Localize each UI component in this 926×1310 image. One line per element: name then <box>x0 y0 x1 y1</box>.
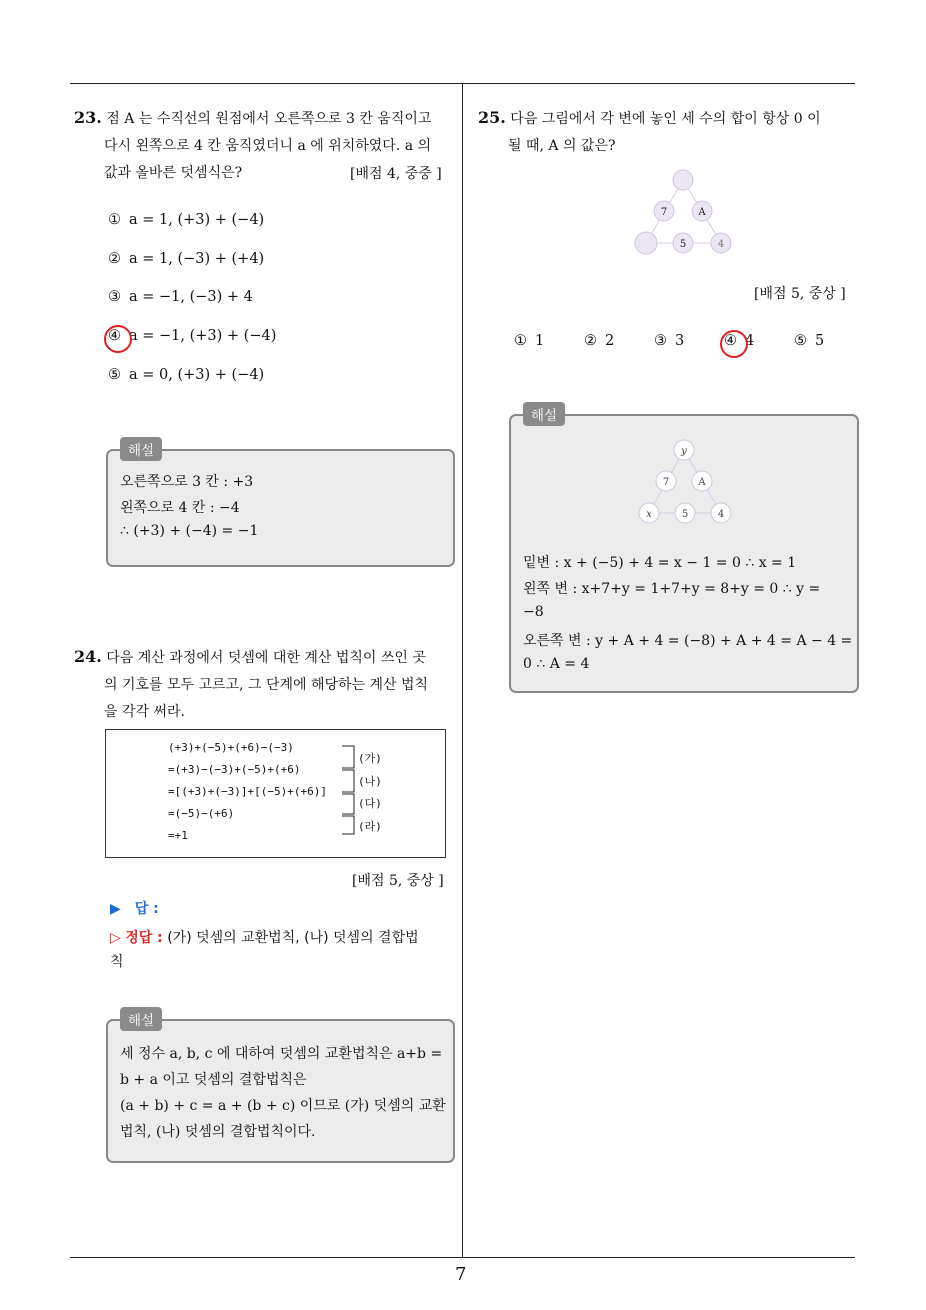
choice-number: ④ <box>108 328 121 344</box>
fig-label-A: A <box>698 207 706 218</box>
calc-line-2: =(+3)−(−3)+(−5)+(+6) <box>168 763 301 776</box>
answer-label: 답 : <box>134 901 159 917</box>
fig2-label-x: x <box>646 509 652 520</box>
fig2-label-y: y <box>681 446 687 457</box>
question-23-line-1: 점 A 는 수직선의 원점에서 오른쪽으로 3 칸 움직이고 <box>106 111 432 127</box>
choice-text: 4 <box>745 333 755 349</box>
q23-answer-mark-icon <box>104 325 132 353</box>
q25-choice-3[interactable] <box>654 333 684 349</box>
page-number: 7 <box>455 1264 467 1285</box>
q24-explanation-tag: 해설 <box>120 1007 162 1031</box>
question-24-line-1: 다음 계산 과정에서 덧셈에 대한 계산 법칙이 쓰인 곳 <box>106 650 426 666</box>
q24-correct-answer <box>110 926 458 974</box>
question-24-number: 24. <box>74 647 102 666</box>
question-25-line-2: 될 때, A 의 값은? <box>508 138 616 154</box>
answer-arrow-icon: ▶ <box>110 901 121 917</box>
question-25-text <box>478 104 860 160</box>
q25-explanation-figure <box>631 436 741 526</box>
q23-explanation-line-2: 왼쪽으로 4 칸 : −4 <box>120 500 240 516</box>
bottom-rule <box>70 1257 855 1258</box>
question-25-meta: [배점 5, 중상 ] <box>754 286 846 302</box>
q23-choice-2[interactable] <box>108 251 264 267</box>
q24-explanation-line-4: 법칙, (나) 덧셈의 결합법칙이다. <box>120 1124 316 1140</box>
fig2-label-4: 4 <box>717 509 725 520</box>
fig2-label-7: 7 <box>662 477 670 488</box>
q23-choice-3[interactable] <box>108 289 253 305</box>
correct-label: 정답 : <box>125 930 163 946</box>
q25-choice-1[interactable] <box>514 333 544 349</box>
q23-choice-4[interactable] <box>108 328 276 344</box>
choice-text: 1 <box>535 333 545 349</box>
choice-number: ③ <box>108 289 121 305</box>
q24-explanation-line-3: (a + b) + c = a + (b + c) 이므로 (가) 덧셈의 교환 <box>120 1098 446 1114</box>
correct-answer-line-1: (가) 덧셈의 교환법칙, (나) 덧셈의 결합법 <box>167 930 419 946</box>
calc-label-ra: (라) <box>358 820 382 833</box>
calc-line-4: =(−5)−(+6) <box>168 807 235 820</box>
fig-label-7: 7 <box>660 207 668 218</box>
q25-choice-5[interactable] <box>794 333 824 349</box>
q24-calculation-frame <box>105 729 446 858</box>
choice-number: ② <box>108 251 121 267</box>
q25-explanation-line-4: 오른쪽 변 : y + A + 4 = (−8) + A + 4 = A − 4 = <box>523 633 853 649</box>
q23-explanation-line-3: ∴ (+3) + (−4) = −1 <box>120 523 259 539</box>
fig2-label-A: A <box>698 477 706 488</box>
choice-text: 3 <box>675 333 685 349</box>
calc-label-ga: (가) <box>358 752 382 765</box>
question-23-meta: [배점 4, 중중 ] <box>350 166 442 182</box>
question-24-text <box>74 643 456 726</box>
choice-number: ⑤ <box>108 367 121 383</box>
choice-number: ① <box>108 212 121 228</box>
question-24 <box>74 643 456 726</box>
q24-explanation-line-2: b + a 이고 덧셈의 결합법칙은 <box>120 1072 307 1088</box>
question-24-line-3: 을 각각 써라. <box>104 704 185 720</box>
q25-explanation-line-5: 0 ∴ A = 4 <box>523 656 590 672</box>
calc-line-1: (+3)+(−5)+(+6)−(−3) <box>168 741 294 754</box>
fig-label-4: 4 <box>717 239 725 250</box>
q24-answer-row <box>110 898 159 918</box>
question-25 <box>478 104 860 160</box>
choice-number: ⑤ <box>794 333 807 349</box>
q25-choice-2[interactable] <box>584 333 614 349</box>
question-23-line-2: 다시 왼쪽으로 4 칸 움직였더니 a 에 위치하였다. a 의 <box>104 138 432 154</box>
choice-number: ③ <box>654 333 667 349</box>
question-24-line-2: 의 기호를 모두 고르고, 그 단계에 해당하는 계산 법칙 <box>104 677 429 693</box>
choice-text: 5 <box>815 333 825 349</box>
q25-triangle-figure <box>630 168 740 260</box>
q23-choice-5[interactable] <box>108 367 264 383</box>
calc-line-5: =+1 <box>168 829 188 842</box>
choice-text: a = 0, (+3) + (−4) <box>129 367 265 383</box>
choice-number: ① <box>514 333 527 349</box>
q25-explanation-tag: 해설 <box>523 402 565 426</box>
q23-explanation-box <box>106 449 455 567</box>
choice-number: ④ <box>724 333 737 349</box>
question-23-line-3: 값과 올바른 덧셈식은? <box>104 165 243 181</box>
choice-text: 2 <box>605 333 615 349</box>
q25-explanation-box <box>509 414 859 693</box>
correct-arrow-icon: ▷ <box>110 930 121 946</box>
choice-text: a = 1, (+3) + (−4) <box>129 212 265 228</box>
calc-label-na: (나) <box>358 775 382 788</box>
choice-text: a = −1, (+3) + (−4) <box>129 328 277 344</box>
q23-explanation-line-1: 오른쪽으로 3 칸 : +3 <box>120 474 254 490</box>
choice-text: a = 1, (−3) + (+4) <box>129 251 265 267</box>
correct-answer-line-2: 칙 <box>110 954 124 970</box>
fig-node-top <box>673 170 693 190</box>
question-25-line-1: 다음 그림에서 각 변에 놓인 세 수의 합이 항상 0 이 <box>510 111 821 127</box>
calc-line-3: =[(+3)+(−3)]+[(−5)+(+6)] <box>168 785 327 798</box>
q25-explanation-line-1: 밑변 : x + (−5) + 4 = x − 1 = 0 ∴ x = 1 <box>523 555 797 571</box>
choice-text: a = −1, (−3) + 4 <box>129 289 253 305</box>
choice-number: ② <box>584 333 597 349</box>
q23-choice-1[interactable] <box>108 212 264 228</box>
calc-label-da: (다) <box>358 797 382 810</box>
fig2-label-5: 5 <box>681 509 689 520</box>
question-24-meta: [배점 5, 중상 ] <box>352 873 444 889</box>
fig-label-5: 5 <box>679 239 687 250</box>
question-25-number: 25. <box>478 108 506 127</box>
column-divider <box>462 83 463 1258</box>
fig-node-bottom-left <box>635 232 657 254</box>
q24-explanation-box <box>106 1019 455 1163</box>
question-23-number: 23. <box>74 108 102 127</box>
q24-explanation-line-1: 세 정수 a, b, c 에 대하여 덧셈의 교환법칙은 a+b = <box>120 1046 443 1062</box>
q23-explanation-tag: 해설 <box>120 437 162 461</box>
q25-explanation-line-2: 왼쪽 변 : x+7+y = 1+7+y = 8+y = 0 ∴ y = <box>523 581 821 597</box>
q25-explanation-line-3: −8 <box>523 604 544 620</box>
q25-answer-mark-icon <box>720 330 748 358</box>
